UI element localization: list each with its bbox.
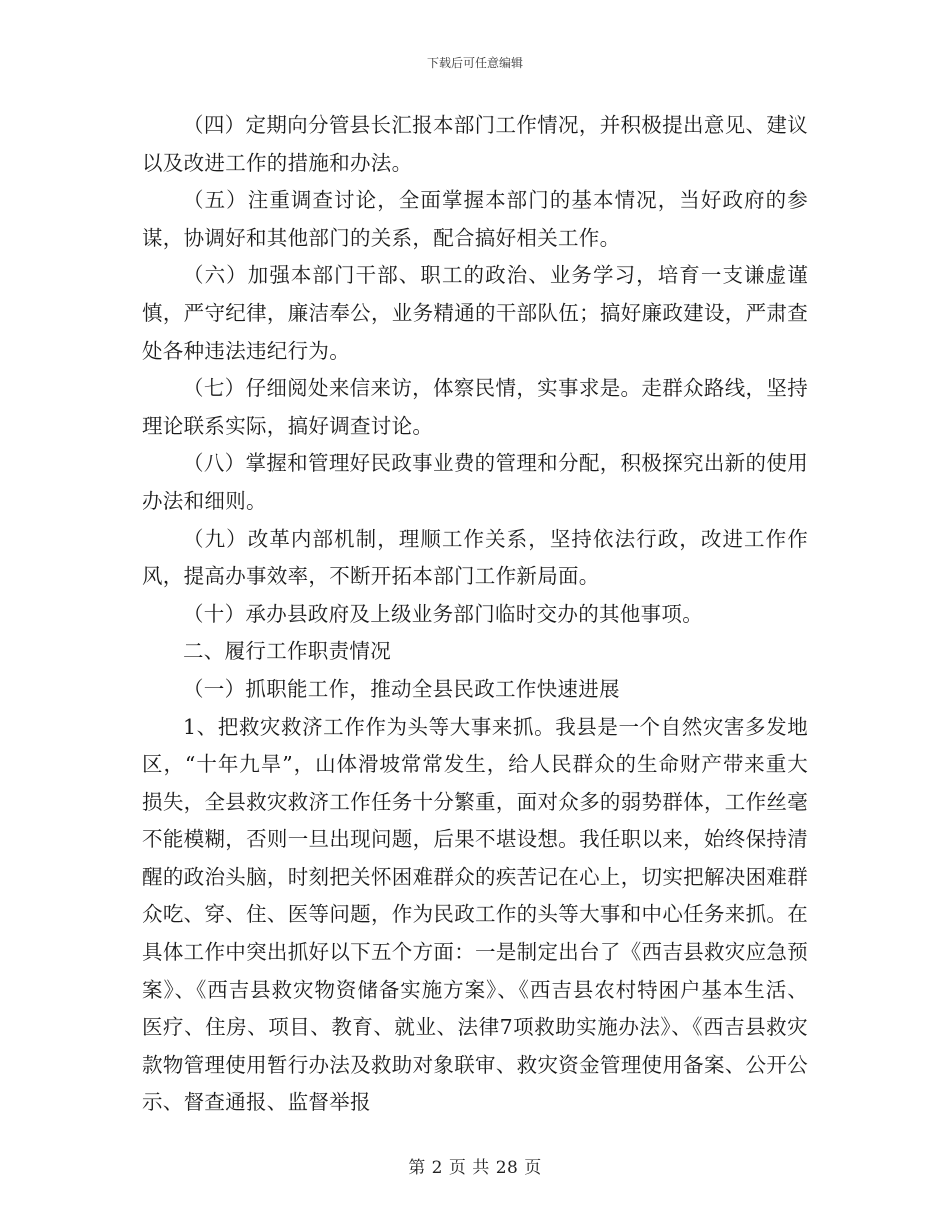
page-number: 第 2 页 共 28 页 <box>408 1158 542 1178</box>
paragraph-duty-9: （九）改革内部机制，理顺工作关系，坚持依法行政，改进工作作风，提高办事效率，不断开拓本部门工作新局面。 <box>142 526 808 589</box>
document-body <box>142 107 808 1122</box>
subsection-heading-1: （一）抓职能工作，推动全县民政工作快速进展 <box>183 676 620 701</box>
paragraph-duty-8: （八）掌握和管理好民政事业费的管理和分配，积极探究出新的使用办法和细则。 <box>142 451 808 513</box>
paragraph-duty-6: （六）加强本部门干部、职工的政治、业务学习，培育一支谦虚谨慎，严守纪律，廉洁奉公，业务精通的干部队伍；搞好廉政建设，严肃查处各种违法违纪行为。 <box>142 263 808 363</box>
section-heading-2: 二、履行工作职责情况 <box>183 639 391 664</box>
paragraph-duty-7: （七）仔细阅处来信来访，体察民情，实事求是。走群众路线，坚持理论联系实际，搞好调查讨论。 <box>142 376 808 438</box>
paragraph-disaster-relief: 1、把救灾救济工作作为头等大事来抓。我县是一个自然灾害多发地区，“十年九旱”，山体滑坡常常发生，给人民群众的生命财产带来重大损失，全县救灾救济工作任务十分繁重，面对众多的弱势群体，工作丝毫不能模糊，否则一旦出现问题，后果不堪设想。我任职以来，始终保持清醒的政治头脑，时刻把关怀困难群众的疾苦记在心上，切实把解决困难群众吃、穿、住、医等问题，作为民政工作的头等大事和中心任务来抓。在具体工作中突出抓好以下五个方面：一是制定出台了《西吉县救灾应急预案》、《西吉县救灾物资储备实施方案》、《西吉县农村特困户基本生活、医疗、住房、项目、教育、就业、法律7项救助实施办法》、《西吉县救灾款物管理使用暂行办法及救助对象联审、救灾资金管理使用备案、公开公示、督查通报、监督举报 <box>142 714 808 1115</box>
paragraph-duty-5: （五）注重调查讨论，全面掌握本部门的基本情况，当好政府的参谋，协调好和其他部门的关系，配合搞好相关工作。 <box>142 188 808 250</box>
paragraph-duty-4: （四）定期向分管县长汇报本部门工作情况，并积极提出意见、建议以及改进工作的措施和办法。 <box>142 113 808 175</box>
paragraph-duty-10: （十）承办县政府及上级业务部门临时交办的其他事项。 <box>183 601 703 626</box>
page-header-note: 下载后可任意编辑 <box>426 56 523 70</box>
